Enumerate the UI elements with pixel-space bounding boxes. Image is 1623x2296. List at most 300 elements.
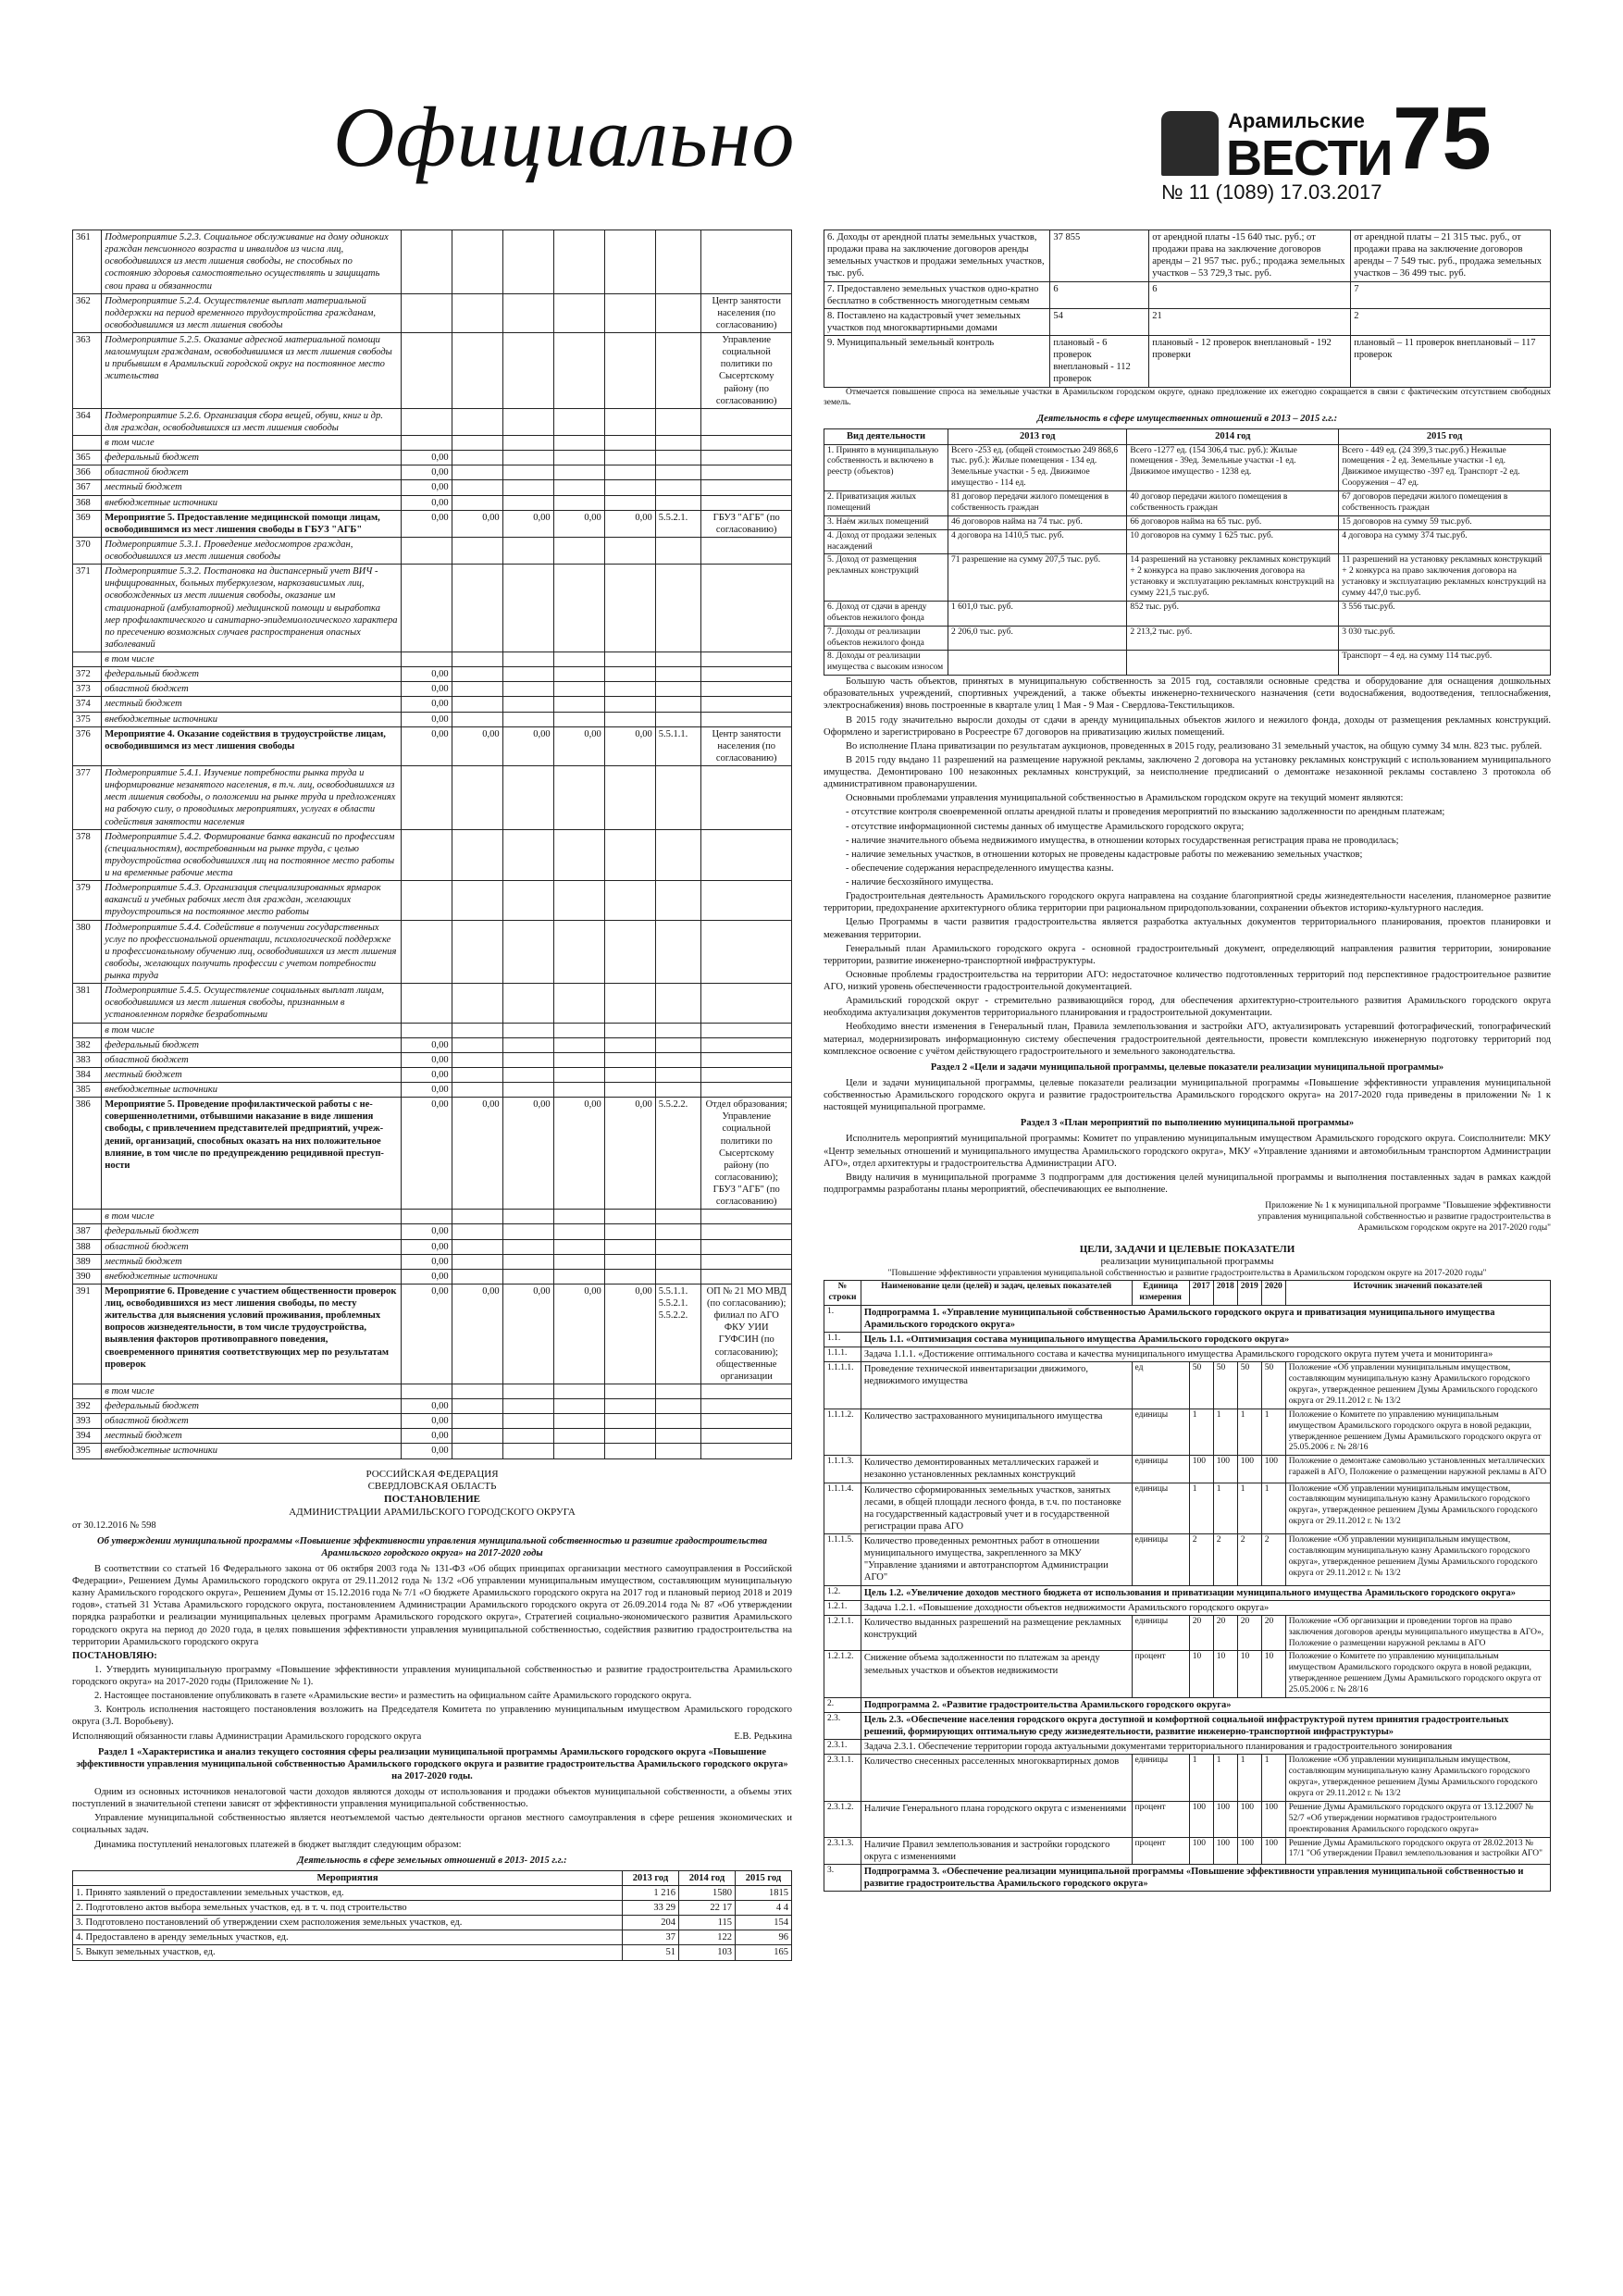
table-cell: 51 [623,1945,679,1960]
row-text: Подмероприятие 5.4.1. Изучение потребности рынка труда и информирование незанятого населения, в т.ч. лиц, освободившихся из мест лишения свободы, о положении на рынке труда и предложениях на рабочую силу, о проводимых мероприятиях, услугах в области содействия занятости населения [102,766,401,830]
text-p3: Во исполнение Плана приватизации по результатам аукционов, проведенных в 2015 году, реализовано 31 земельный участок, на общую сумму 34 млн. 823 тыс. рублей. [846,740,1542,751]
row-value: 0,00 [401,1052,452,1067]
row-text: в том числе [102,436,401,451]
row-responsible [701,920,792,984]
row-number: 384 [73,1067,102,1082]
text-p17: Необходимо внести изменения в Генеральный план, Правила землепользования и застройки АГО, актуализировать устаревший фотографический, топографический материал, модернизировать информационную систему обеспечения градостроительной деятельности, провести комплексную инженерную подготовку территорий под комплексное освоение с учётом действующего градостроительного и земельного законодательства. [824,1022,1551,1057]
row-code [655,682,701,697]
signature-name: Е.В. Редькина [734,1731,792,1742]
row-value [604,1384,655,1398]
row-value [401,1384,452,1398]
land-table [72,1870,792,1961]
row-value [401,920,452,984]
row-value [502,652,553,667]
row-value: 0,00 [401,1414,452,1429]
row-value [604,1399,655,1414]
row-number: 367 [73,480,102,495]
row-value: 0,00 [502,1098,553,1210]
row-number: 395 [73,1444,102,1458]
row-value [604,1210,655,1224]
table-cell: 115 [679,1916,736,1930]
row-value [502,408,553,435]
row-code [655,1023,701,1037]
text-p4: В 2015 году выдано 11 разрешений на размещение наружной рекламы, заключено 2 договора на установку рекламных конструкций с использованием муниципального имущества. Демонтировано 100 незаконных рекламных конструкций, за неисполнение предписаний о демонтаже незаконной рекламы составлено 3 протокола об административном правонарушении. [824,754,1551,790]
row-source: Положение о Комитете по управлению муниципальным имуществом Арамильского городского округа в новой редакции, утвержденное решением Думы Арамильского городского округа от 25.05.2006 г. № 28/16 [1285,1651,1550,1698]
row-value: 0,00 [401,1284,452,1384]
row-text: областной бюджет [102,682,401,697]
row-value: 10 [1261,1651,1285,1698]
decree-header [72,1469,792,1520]
row-text: местный бюджет [102,480,401,495]
row-value [452,652,502,667]
table-row [824,444,1551,491]
row-responsible [701,1210,792,1224]
row-source: Положение о Комитете по управлению муниципальным имуществом Арамильского городского округа в новой редакции, утвержденное решением Думы Арамильского городского округа от 25.05.2006 г. № 28/16 [1285,1409,1550,1456]
row-value [604,667,655,682]
row-code [655,652,701,667]
row-value [452,1023,502,1037]
row-value [604,1254,655,1269]
column-header: 2013 год [948,429,1127,444]
row-text: Задача 1.2.1. «Повышение доходности объектов недвижимости Арамильского городского округа» [861,1600,1550,1615]
row-value [553,436,604,451]
row-code [655,480,701,495]
table-cell: 103 [679,1945,736,1960]
table-row [73,480,792,495]
table-row [73,293,792,332]
row-value [502,1067,553,1082]
row-value [553,333,604,409]
table-row [824,1801,1551,1837]
row-number: 2.3.1.2. [824,1801,861,1837]
text-p10: - обеспечение содержания нераспределенного имущества казны. [846,863,1114,874]
row-value: 0,00 [401,1067,452,1082]
row-number: 373 [73,682,102,697]
decree-p6: Управление муниципальной собственностью является неотъемлемой частью деятельности органов местного самоуправления в сфере решения экономических и социальных задач. [72,1813,792,1836]
row-value [553,1254,604,1269]
table-cell: 8. Доходы от реализации имущества с высоким износом [824,651,948,676]
row-value: 50 [1189,1362,1213,1409]
table-cell: 15 договоров на сумму 59 тыс.руб. [1339,515,1551,529]
table-cell: 37 [623,1930,679,1945]
table-row [73,1930,792,1945]
table-row [73,1098,792,1210]
column-header: 2018 [1213,1281,1237,1306]
right-column [824,230,1551,2256]
table-cell: 1815 [736,1885,792,1900]
table-row [824,1755,1551,1802]
goals-title: ЦЕЛИ, ЗАДАЧИ И ЦЕЛЕВЫЕ ПОКАЗАТЕЛИ [1079,1243,1295,1255]
row-value [604,1239,655,1254]
row-responsible: Отдел образования; Управление социальной политики по Сысертскому району (по согласованию); ГБУЗ "АГБ" (по согласованию) [701,1098,792,1210]
row-unit: единицы [1132,1534,1189,1586]
table-row [73,1945,792,1960]
row-value: 100 [1261,1837,1285,1864]
row-value: 0,00 [401,510,452,537]
row-responsible [701,465,792,480]
row-value: 2 [1213,1534,1237,1586]
row-unit: процент [1132,1837,1189,1864]
row-text: Подмероприятие 5.2.5. Оказание адресной материальной помощи малоимущим гражданам, освободившимся из мест лишения свободы и прибывшим в Арамильский городской округ на постоянное место жительства [102,333,401,409]
row-value [502,712,553,726]
row-number: 2.3. [824,1713,861,1740]
column-header: 2020 [1261,1281,1285,1306]
row-value [604,1052,655,1067]
row-value: 0,00 [502,726,553,765]
row-value [502,451,553,465]
row-number: 394 [73,1429,102,1444]
row-code [655,495,701,510]
text-p14: Генеральный план Арамильского городского округа - основной градостроительный документ, определяющий направления развития территории, зонирование территории, развитие инженерно-транспортной инфраструктуры. [824,943,1551,966]
table-cell: Всего -253 ед. (общей стоимостью 249 868,6 тыс. руб.): Жилые помещения - 134 ед. Земельные участки - 5 ед. Движимое имущество - 114 ед. [948,444,1127,491]
table-row [824,1837,1551,1864]
table-row [73,1269,792,1284]
row-value [553,682,604,697]
table-cell: 154 [736,1916,792,1930]
table-row [73,881,792,920]
row-responsible: ГБУЗ "АГБ" (по согласованию) [701,510,792,537]
row-number: 374 [73,697,102,712]
row-unit: единицы [1132,1615,1189,1651]
row-value [502,667,553,682]
row-code [655,667,701,682]
row-value: 1 [1237,1483,1261,1534]
row-number: 1.1.1.2. [824,1409,861,1456]
row-responsible [701,408,792,435]
row-value [452,230,502,294]
row-text: Подпрограмма 3. «Обеспечение реализации муниципальной программы «Повышение эффективности управления муниципальной собственностью и развитие градостроительства Арамильского городского округа» [861,1864,1550,1891]
decree-line3: ПОСТАНОВЛЕНИЕ [384,1494,480,1505]
row-value [401,766,452,830]
row-number: 361 [73,230,102,294]
row-value [553,408,604,435]
row-code [655,881,701,920]
row-value [604,565,655,652]
row-number: 1.1.1.3. [824,1456,861,1483]
decree-decide: ПОСТАНОВЛЯЮ: [72,1650,157,1661]
row-text: Цель 1.1. «Оптимизация состава муниципального имущества Арамильского городского округа» [861,1333,1550,1347]
row-responsible [701,1023,792,1037]
row-value: 1 [1213,1483,1237,1534]
row-value [604,1269,655,1284]
row-value: 0,00 [604,726,655,765]
row-text: Количество снесенных расселенных многоквартирных домов [861,1755,1132,1802]
row-value: 50 [1213,1362,1237,1409]
row-value [401,230,452,294]
row-text: внебюджетные источники [102,495,401,510]
row-code [655,436,701,451]
table-cell: 165 [736,1945,792,1960]
row-text: Мероприятие 6. Проведение с участием общественности проверок лиц, освободившихся из мест лишения свободы, по месту жительства для выяснения условий проживания, проблемных вопросов жизнедеятельности, в том числе трудоустройства, выявления факторов противоправного поведения, своевременного принятия соответствующих мер по результатам проверок [102,1284,401,1384]
table-cell: 2. Подготовлено актов выбора земельных участков, ед. в т. ч. под строительство [73,1901,623,1916]
decree-p5: Одним из основных источников неналоговой части доходов являются доходы от использования и продажи объектов муниципальной собственности, а объемы этих поступлений в значительной степени зависят от эффективности управления муниципальной собственностью. [72,1787,792,1810]
row-value [452,495,502,510]
row-source: Решение Думы Арамильского городского округа от 13.12.2007 № 52/7 «Об утверждении нормативов градостроительного проектирования Арамильского городского округа» [1285,1801,1550,1837]
row-value [452,1429,502,1444]
goals-sub: реализации муниципальной программы [1100,1256,1274,1268]
row-value: 0,00 [502,1284,553,1384]
row-value [553,1067,604,1082]
text-section3: Раздел 3 «План мероприятий по выполнению муниципальной программы» [1020,1118,1355,1129]
row-value [502,1269,553,1284]
row-code [655,1429,701,1444]
table-row [73,1083,792,1098]
table-row [73,1284,792,1384]
row-value [553,1429,604,1444]
row-value [604,829,655,881]
row-number: 362 [73,293,102,332]
row-value: 10 [1189,1651,1213,1698]
row-responsible [701,667,792,682]
table-cell [1127,651,1339,676]
row-value [452,436,502,451]
table-row [73,1444,792,1458]
row-value [502,333,553,409]
text-p5: Основными проблемами управления муниципальной собственностью в Арамильском городском округе на текущий момент являются: [846,793,1404,804]
row-value [553,1414,604,1429]
row-value [553,920,604,984]
program-table [72,230,792,1459]
row-number: 1.2.1.1. [824,1615,861,1651]
row-value [452,1083,502,1098]
row-text: областной бюджет [102,1414,401,1429]
table-cell [948,651,1127,676]
row-text: местный бюджет [102,1067,401,1082]
property-caption: Деятельность в сфере имущественных отношений в 2013 – 2015 г.г.: [1036,414,1338,425]
row-value [401,537,452,564]
row-responsible [701,881,792,920]
row-value [502,920,553,984]
row-responsible [701,682,792,697]
row-value [401,436,452,451]
table-row [824,626,1551,651]
land-note: Отмечается повышение спроса на земельные участки в Арамильском городском округе, однако предложение их ежегодно сокращается в связи с фактическим отсутствием свободных земель. [824,387,1551,408]
row-value [502,293,553,332]
table-row [824,230,1551,282]
row-value: 0,00 [401,726,452,765]
text-p20: Ввиду наличия в муниципальной программе 3 подпрограмм для достижения целей муниципальной программы и выполнения поставленных задач в рамках каждой подпрограммы разработаны планы мероприятий, обеспечивающих ее выполнение. [824,1172,1551,1195]
row-value [553,881,604,920]
row-text: Проведение технической инвентаризации движимого, недвижимого имущества [861,1362,1132,1409]
row-text: Снижение объема задолженности по платежам за аренду земельных участков и объектов недвижимости [861,1651,1132,1698]
column-header: Мероприятия [73,1870,623,1885]
row-value [502,1429,553,1444]
row-number: 366 [73,465,102,480]
row-value [553,1269,604,1284]
table-cell: Всего -1277 ед. (154 306,4 тыс. руб.): Жилые помещения - 39ед. Земельные участки -1 ед. Движимое имущество - 1238 ед. [1127,444,1339,491]
row-value: 1 [1213,1755,1237,1802]
row-value [553,1384,604,1398]
table-row [73,451,792,465]
table-cell: 7 [1351,281,1551,308]
row-responsible [701,1239,792,1254]
row-responsible [701,984,792,1023]
row-code [655,1399,701,1414]
table-cell: 2 [1351,308,1551,335]
table-row [824,1615,1551,1651]
table-cell: 6 [1050,281,1149,308]
row-value: 20 [1213,1615,1237,1651]
row-value [502,881,553,920]
row-value: 0,00 [502,510,553,537]
text-p2: В 2015 году значительно выросли доходы от сдачи в аренду муниципальных объектов жилого и нежилого фонда, доходы от размещения рекламных конструкций. Оформлено и зарегистрировано в Росреестре 67 договоров на приватизацию жилых помещений. [824,714,1551,738]
row-number [73,1384,102,1398]
table-row [824,1697,1551,1712]
row-text: Подмероприятие 5.4.3. Организация специализированных ярмарок вакансий и учебных рабочих мест для граждан, желающих трудоустроиться на постоянное место работы [102,881,401,920]
row-unit: единицы [1132,1483,1189,1534]
table-row [824,1534,1551,1586]
row-value [452,1399,502,1414]
table-row [73,1224,792,1239]
table-cell: 6. Доход от сдачи в аренду объектов нежилого фонда [824,601,948,626]
row-value: 0,00 [401,1399,452,1414]
row-value [452,829,502,881]
table-cell: 96 [736,1930,792,1945]
decree-subject: Об утверждении муниципальной программы «Повышение эффективности управления муниципальной собственностью и развитие градостроительства Арамильского городского округа» на 2017-2020 годы [97,1535,767,1558]
row-code [655,1210,701,1224]
table-cell: 4. Предоставлено в аренду земельных участков, ед. [73,1930,623,1945]
row-value: 0,00 [553,1284,604,1384]
table-row [824,491,1551,516]
row-value [452,1254,502,1269]
row-code [655,537,701,564]
row-text: в том числе [102,652,401,667]
table-cell: 7. Доходы от реализации объектов нежилого фонда [824,626,948,651]
row-text: Задача 1.1.1. «Достижение оптимального состава и качества муниципального имущества Арамильского городского округа путем учета и мониторинга» [861,1347,1550,1362]
goals-sub2: "Повышение эффективности управления муниципальной собственностью и развитие градостроительства в Арамильском городском округе на 2017-2020 годы" [887,1269,1487,1279]
table-row [824,336,1551,388]
row-value [553,1224,604,1239]
row-code [655,565,701,652]
row-code [655,1037,701,1052]
row-value [401,881,452,920]
column-header: Единица измерения [1132,1281,1189,1306]
row-number: 372 [73,667,102,682]
row-responsible [701,1384,792,1398]
table-cell: плановый - 6 проверок внеплановый - 112 проверок [1050,336,1149,388]
table-cell: 122 [679,1930,736,1945]
row-value: 100 [1237,1801,1261,1837]
row-text: Цель 2.3. «Обеспечение населения городского округа доступной и комфортной социальной инфраструктурой путем принятия градостроительных решений, формирующих оптимальную среду жизнедеятельности, развитие инженерно-транспортной инфраструктуры» [861,1713,1550,1740]
row-responsible [701,451,792,465]
row-value [401,652,452,667]
row-value: 0,00 [553,510,604,537]
row-source: Положение «Об управлении муниципальным имуществом, составляющим муниципальную казну Арамильского городского округа», утвержденное решением Думы Арамильского городского округа от 29.11.2012 г. № 13/2 [1285,1534,1550,1586]
row-value: 0,00 [452,726,502,765]
row-value [553,1052,604,1067]
row-code [655,1067,701,1082]
row-value [452,984,502,1023]
table-cell: от арендной платы – 21 315 тыс. руб., от продажи права на заключение договоров аренды – 7 549 тыс. руб., продажа земельных участков – 36 499 тыс. руб. [1351,230,1551,282]
row-value [604,697,655,712]
table-row [824,1740,1551,1755]
row-unit: процент [1132,1651,1189,1698]
row-value [502,436,553,451]
column-header: 2015 год [1339,429,1551,444]
table-row [73,1399,792,1414]
row-text: внебюджетные источники [102,712,401,726]
row-value [604,465,655,480]
masthead [0,0,1623,222]
row-value [502,1083,553,1098]
text-p9: - наличие земельных участков, в отношении которых не проведены кадастровые работы по межеванию земельных участков; [846,849,1363,860]
row-number: 1.2.1.2. [824,1651,861,1698]
property-table [824,428,1551,676]
row-value [502,682,553,697]
column-header: 2014 год [679,1870,736,1885]
row-number: 371 [73,565,102,652]
table-row [73,697,792,712]
row-value [502,1254,553,1269]
row-number: 1.1. [824,1333,861,1347]
table-cell: 1. Принято заявлений о предоставлении земельных участков, ед. [73,1885,623,1900]
row-value [452,451,502,465]
row-value: 50 [1261,1362,1285,1409]
row-text: федеральный бюджет [102,1037,401,1052]
row-value [604,537,655,564]
row-number: 393 [73,1414,102,1429]
row-code [655,1052,701,1067]
row-value: 0,00 [401,1254,452,1269]
row-value: 1 [1213,1409,1237,1456]
row-value: 0,00 [401,1429,452,1444]
row-value [502,565,553,652]
row-value [604,1067,655,1082]
row-text: Подмероприятие 5.4.4. Содействие в получении государственных услуг по профессиональной ориентации, психологической поддержке и профессиональному обучению лиц, освободившихся из мест лишения свободы, желающих получить профессии с учетом потребности рынка труда [102,920,401,984]
row-responsible: Центр занятости населения (по согласованию) [701,726,792,765]
row-value: 1 [1237,1409,1261,1456]
table-cell: 6 [1149,281,1351,308]
row-number: 390 [73,1269,102,1284]
row-text: федеральный бюджет [102,1224,401,1239]
row-text: Цель 1.2. «Увеличение доходов местного бюджета от использования и приватизации муниципального имущества Арамильского городского округа» [861,1585,1550,1600]
row-value [553,465,604,480]
row-value [502,1239,553,1254]
row-value: 0,00 [604,510,655,537]
row-code [655,1254,701,1269]
row-value [553,495,604,510]
row-code [655,293,701,332]
row-text: местный бюджет [102,1429,401,1444]
row-value [604,451,655,465]
logo-big-text: ВЕСТИ [1226,130,1393,186]
row-number: 1.1.1.1. [824,1362,861,1409]
column-header: 2017 [1189,1281,1213,1306]
table-cell: 2 206,0 тыс. руб. [948,626,1127,651]
row-text: Подмероприятие 5.2.6. Организация сбора вещей, обуви, книг и др. для граждан, освободившихся из мест лишения свободы [102,408,401,435]
row-value [502,465,553,480]
row-value [553,537,604,564]
row-value [452,1052,502,1067]
table-cell: 22 17 [679,1901,736,1916]
table-row [73,333,792,409]
table-row [73,1037,792,1052]
row-value [452,480,502,495]
row-value [452,682,502,697]
row-source: Положение «Об управлении муниципальным имуществом, составляющим муниципальную казну Арамильского городского округа», утвержденное решением Думы Арамильского городского округа от 29.11.2012 г. № 13/2 [1285,1362,1550,1409]
row-value [502,480,553,495]
row-text: федеральный бюджет [102,451,401,465]
table-row [73,537,792,564]
signature [72,1731,792,1743]
table-cell: 5. Выкуп земельных участков, ед. [73,1945,623,1960]
table-cell: 4. Доход от продажи зеленых насаждений [824,529,948,554]
table-cell: 81 договор передачи жилого помещения в собственность граждан [948,491,1127,516]
row-value [604,480,655,495]
row-number: 376 [73,726,102,765]
row-value [604,920,655,984]
row-value [502,1037,553,1052]
